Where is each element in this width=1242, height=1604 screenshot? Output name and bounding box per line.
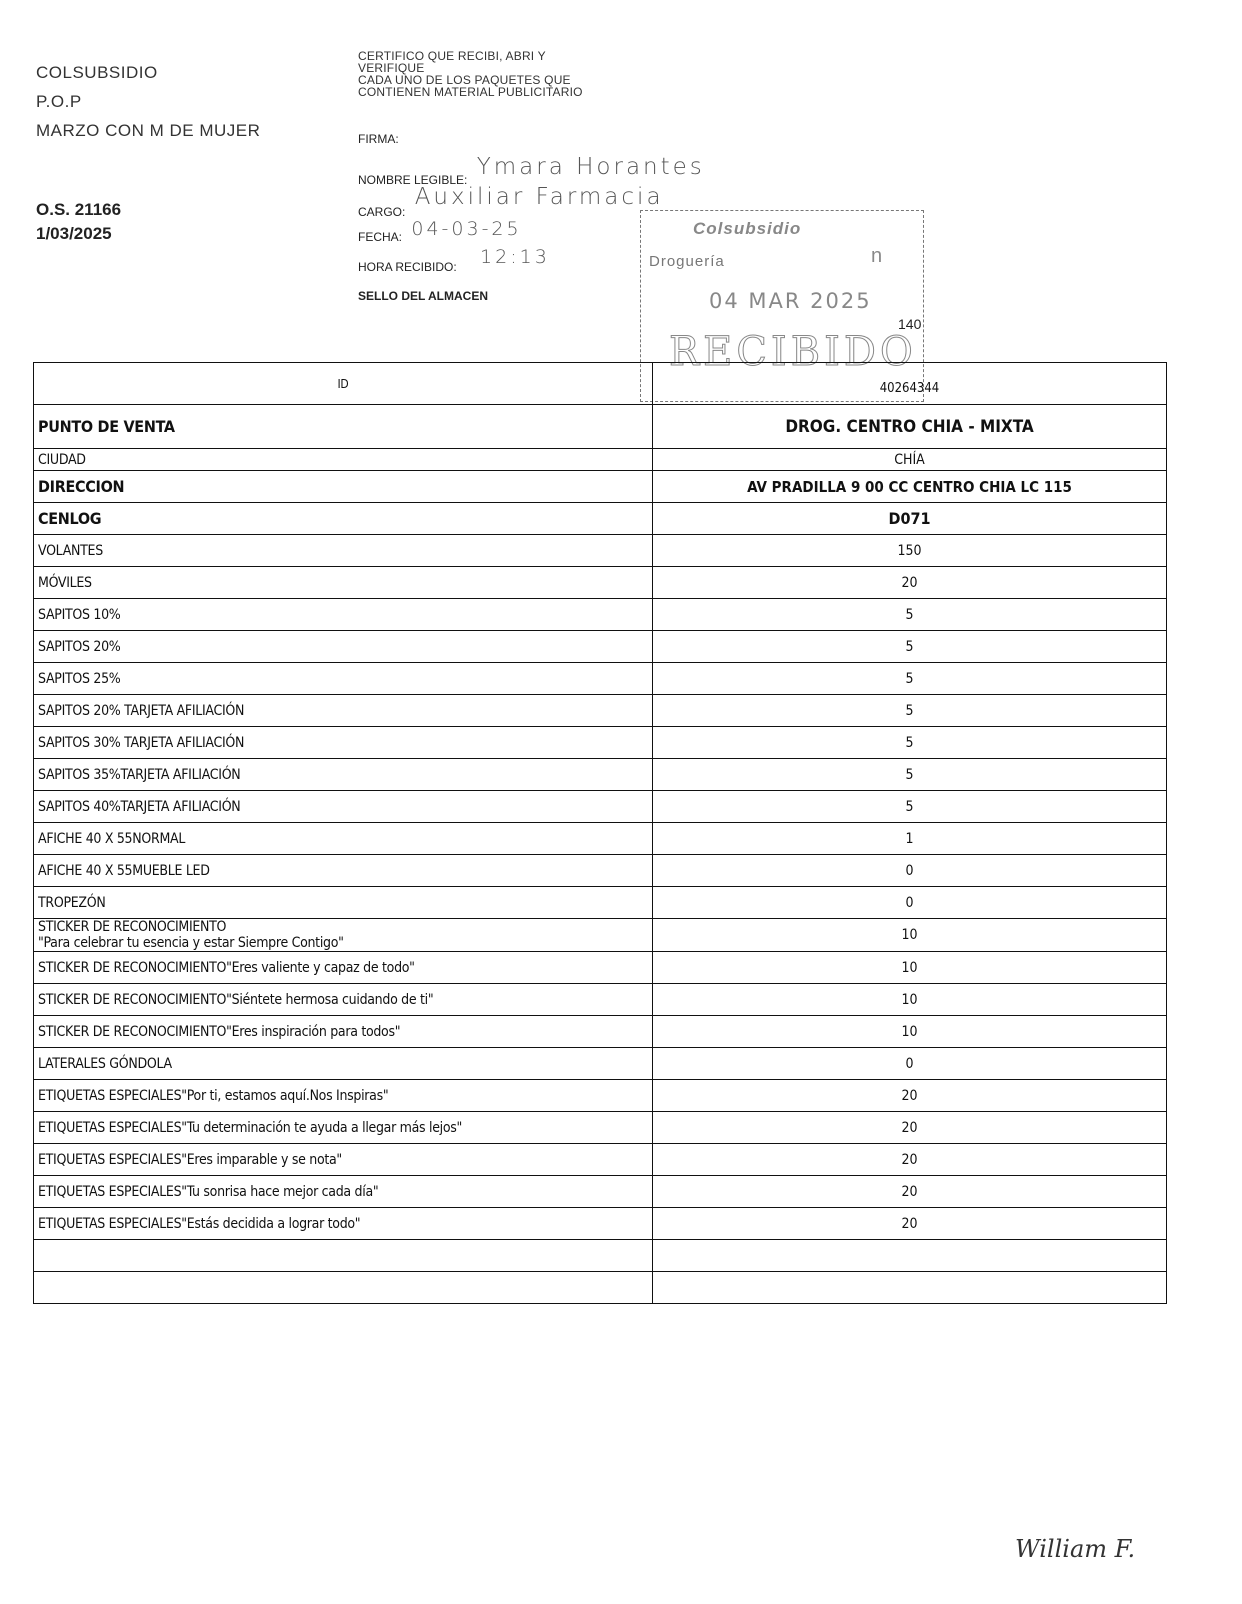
table-row [34, 855, 1167, 887]
item-label: SAPITOS 25% [34, 663, 653, 695]
item-value: 20 [653, 1080, 1167, 1112]
table-row [34, 631, 1167, 663]
table-row [34, 887, 1167, 919]
cert-line: CADA UNO DE LOS PAQUETES QUE [358, 73, 571, 87]
table-row [34, 695, 1167, 727]
campaign-name: MARZO CON M DE MUJER [36, 121, 261, 140]
table-row [34, 1080, 1167, 1112]
table-row [34, 1208, 1167, 1240]
id-value: 40264344 [653, 363, 1167, 405]
item-label: SAPITOS 35%TARJETA AFILIACIÓN [34, 759, 653, 791]
item-label: AFICHE 40 X 55MUEBLE LED [34, 855, 653, 887]
pop-material-table [33, 362, 1167, 1304]
item-value: 5 [653, 727, 1167, 759]
blank-cell [653, 1240, 1167, 1272]
item-value: 1 [653, 823, 1167, 855]
item-value: 5 [653, 791, 1167, 823]
item-label: SAPITOS 10% [34, 599, 653, 631]
fecha-handwritten: 04-03-25 [411, 218, 522, 240]
item-value: 10 [653, 952, 1167, 984]
items-group-2 [34, 952, 1167, 1240]
cert-line: CONTIENEN MATERIAL PUBLICITARIO [358, 85, 583, 99]
item-value: 5 [653, 759, 1167, 791]
item-label: AFICHE 40 X 55NORMAL [34, 823, 653, 855]
order-info [36, 198, 121, 246]
stamp-status: RECIBIDO [669, 329, 917, 375]
item-value: 0 [653, 887, 1167, 919]
table-row [34, 823, 1167, 855]
id-label: ID [34, 363, 653, 405]
cargo-label: CARGO: [358, 205, 406, 219]
program-name: P.O.P [36, 92, 82, 111]
item-label: ETIQUETAS ESPECIALES"Por ti, estamos aquí.Nos Inspiras" [34, 1080, 653, 1112]
item-value: 0 [653, 855, 1167, 887]
item-label: SAPITOS 30% TARJETA AFILIACIÓN [34, 727, 653, 759]
item-value: 0 [653, 1048, 1167, 1080]
table-row-blank [34, 1240, 1167, 1272]
table-row [34, 1048, 1167, 1080]
item-value: 20 [653, 567, 1167, 599]
table-row [34, 1112, 1167, 1144]
stamp-mark: n [871, 245, 883, 267]
cenlog-value: D071 [653, 503, 1167, 535]
table-row [34, 1176, 1167, 1208]
blank-cell [34, 1272, 653, 1304]
item-value: 5 [653, 631, 1167, 663]
fecha-label: FECHA: [358, 230, 403, 244]
item-value: 20 [653, 1112, 1167, 1144]
item-value: 5 [653, 599, 1167, 631]
item-value: 20 [653, 1176, 1167, 1208]
item-label: ETIQUETAS ESPECIALES"Tu determinación te ayuda a llegar más lejos" [34, 1112, 653, 1144]
table-row [34, 759, 1167, 791]
ciudad-label: CIUDAD [34, 449, 653, 471]
item-label: ETIQUETAS ESPECIALES"Estás decidida a lograr todo" [34, 1208, 653, 1240]
direccion-label: DIRECCION [34, 471, 653, 503]
item-value: 10 [653, 984, 1167, 1016]
table-row [34, 984, 1167, 1016]
table-row-blank [34, 1272, 1167, 1304]
stamp-date: 04 MAR 2025 [709, 289, 872, 313]
item-value: 20 [653, 1144, 1167, 1176]
table-row-punto-de-venta [34, 405, 1167, 449]
blank-cell [34, 1240, 653, 1272]
hora-handwritten: 12:13 [480, 246, 550, 268]
item-label: ETIQUETAS ESPECIALES"Eres imparable y se nota" [34, 1144, 653, 1176]
table-row [34, 1144, 1167, 1176]
table-row [34, 952, 1167, 984]
item-label: SAPITOS 40%TARJETA AFILIACIÓN [34, 791, 653, 823]
table-row [34, 567, 1167, 599]
item-value: 150 [653, 535, 1167, 567]
certification-text [358, 50, 583, 98]
order-date: 1/03/2025 [36, 224, 112, 243]
items-group [34, 535, 1167, 919]
item-label: VOLANTES [34, 535, 653, 567]
item-label-line1: STICKER DE RECONOCIMIENTO [38, 919, 227, 935]
item-value: 10 [653, 919, 1167, 952]
cenlog-label: CENLOG [34, 503, 653, 535]
item-label: MÓVILES [34, 567, 653, 599]
stamp-subtitle: Droguería [649, 253, 725, 270]
item-label: LATERALES GÓNDOLA [34, 1048, 653, 1080]
table-row [34, 663, 1167, 695]
item-value: 5 [653, 663, 1167, 695]
item-label: SAPITOS 20% TARJETA AFILIACIÓN [34, 695, 653, 727]
firma-field [358, 132, 399, 146]
cert-line: VERIFIQUE [358, 61, 425, 75]
direccion-value: AV PRADILLA 9 00 CC CENTRO CHIA LC 115 [653, 471, 1167, 503]
table-row-id [34, 363, 1167, 405]
table-row [34, 535, 1167, 567]
document-header [36, 58, 260, 145]
cargo-field [358, 184, 664, 219]
table-row [34, 1016, 1167, 1048]
table-row-cenlog [34, 503, 1167, 535]
item-label: SAPITOS 20% [34, 631, 653, 663]
item-label: STICKER DE RECONOCIMIENTO"Siéntete hermosa cuidando de ti" [34, 984, 653, 1016]
hora-label: HORA RECIBIDO: [358, 260, 457, 274]
nombre-field [358, 152, 705, 187]
hora-field [358, 246, 550, 274]
item-value: 20 [653, 1208, 1167, 1240]
blank-cell [653, 1272, 1167, 1304]
nombre-handwritten: Ymara Horantes [476, 154, 705, 180]
nombre-label: NOMBRE LEGIBLE: [358, 173, 468, 187]
table-row [34, 791, 1167, 823]
order-number: O.S. 21166 [36, 200, 122, 219]
sello-label: SELLO DEL ALMACEN [358, 289, 489, 303]
item-value: 5 [653, 695, 1167, 727]
table-row-sticker [34, 919, 1167, 952]
item-label: STICKER DE RECONOCIMIENTO"Eres valiente y capaz de todo" [34, 952, 653, 984]
cert-line: CERTIFICO QUE RECIBI, ABRI Y [358, 49, 546, 63]
table-row-ciudad [34, 449, 1167, 471]
item-label: ETIQUETAS ESPECIALES"Tu sonrisa hace mejor cada día" [34, 1176, 653, 1208]
annotation-number: 140 [898, 316, 922, 332]
item-label [34, 919, 653, 952]
table-row [34, 727, 1167, 759]
cargo-handwritten: Auxiliar Farmacia [414, 184, 664, 210]
item-label: STICKER DE RECONOCIMIENTO"Eres inspiración para todos" [34, 1016, 653, 1048]
table-row [34, 599, 1167, 631]
fecha-field [358, 218, 522, 244]
punto-de-venta-value: DROG. CENTRO CHIA - MIXTA [653, 405, 1167, 449]
item-value: 10 [653, 1016, 1167, 1048]
company-name: COLSUBSIDIO [36, 63, 158, 82]
item-label: TROPEZÓN [34, 887, 653, 919]
signature: William F. [1015, 1535, 1136, 1563]
ciudad-value: CHÍA [653, 449, 1167, 471]
punto-de-venta-label: PUNTO DE VENTA [34, 405, 653, 449]
item-label-line2: "Para celebrar tu esencia y estar Siempre Contigo" [38, 935, 344, 951]
firma-label: FIRMA: [358, 132, 399, 146]
stamp-brand: Colsubsidio [693, 219, 802, 238]
table-row-direccion [34, 471, 1167, 503]
